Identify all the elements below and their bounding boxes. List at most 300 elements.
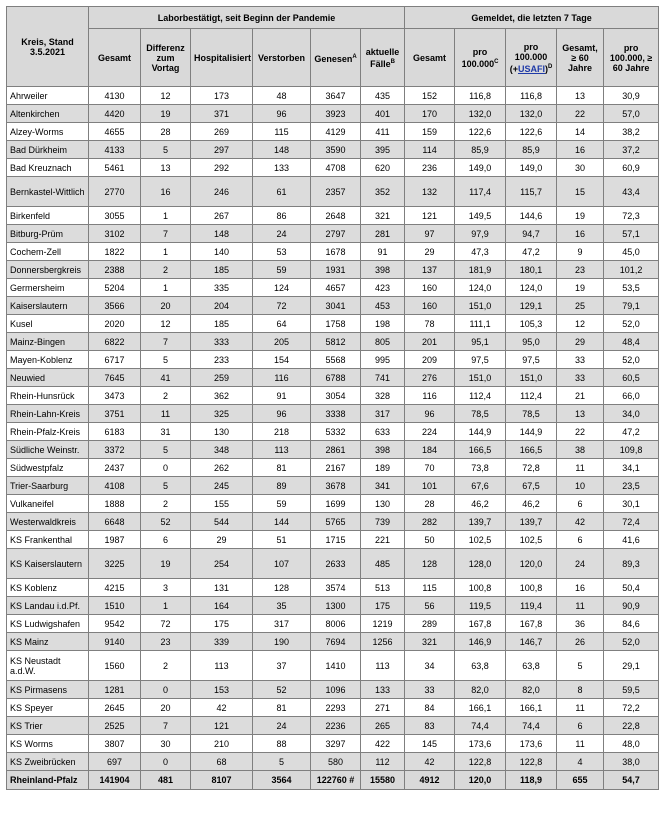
cell-pro100k: 167,8: [455, 615, 506, 633]
cell-differenz: 2: [141, 651, 191, 681]
cell-pro100k: 116,8: [455, 87, 506, 105]
table-row: [7, 333, 659, 351]
cell-genesen: 8006: [311, 615, 361, 633]
cell-ge60-pro100k: 72,2: [604, 699, 659, 717]
cell-verstorben: 52: [253, 681, 311, 699]
cell-pro100k-usafi: 95,0: [506, 333, 557, 351]
cell-gesamt: 3372: [89, 441, 141, 459]
cell-kreis: KS Worms: [7, 735, 89, 753]
cell-7d-gesamt: 84: [405, 699, 455, 717]
covid-table-container: [6, 6, 658, 790]
cell-7d-gesamt: 128: [405, 549, 455, 579]
col-aktuelle-faelle: [361, 29, 405, 87]
cell-ge60-pro100k: 47,2: [604, 423, 659, 441]
cell-hospitalisiert: 173: [191, 87, 253, 105]
cell-pro100k-usafi: 124,0: [506, 279, 557, 297]
cell-ge60: 19: [557, 207, 604, 225]
cell-ge60-pro100k: 22,8: [604, 717, 659, 735]
cell-kreis: Südwestpfalz: [7, 459, 89, 477]
cell-differenz: 7: [141, 717, 191, 735]
cell-genesen: 3041: [311, 297, 361, 315]
cell-verstorben: 205: [253, 333, 311, 351]
cell-hospitalisiert: 246: [191, 177, 253, 207]
cell-genesen: 5812: [311, 333, 361, 351]
cell-kreis: Donnersbergkreis: [7, 261, 89, 279]
cell-pro100k-usafi: 116,8: [506, 87, 557, 105]
col-pro100k-label: pro 100.000: [461, 46, 495, 69]
cell-pro100k-usafi: 146,7: [506, 633, 557, 651]
cell-7d-gesamt: 97: [405, 225, 455, 243]
cell-7d-gesamt: 116: [405, 387, 455, 405]
cell-ge60-pro100k: 23,5: [604, 477, 659, 495]
cell-differenz: 52: [141, 513, 191, 531]
cell-differenz: 12: [141, 315, 191, 333]
table-row: [7, 225, 659, 243]
cell-pro100k-usafi: 47,2: [506, 243, 557, 261]
cell-pro100k: 151,0: [455, 369, 506, 387]
cell-hospitalisiert: 164: [191, 597, 253, 615]
cell-genesen: 2861: [311, 441, 361, 459]
cell-pro100k-usafi: 129,1: [506, 297, 557, 315]
cell-genesen: 2236: [311, 717, 361, 735]
usafi-link[interactable]: USAFI: [518, 63, 545, 74]
cell-gesamt: 6717: [89, 351, 141, 369]
cell-kreis: KS Ludwigshafen: [7, 615, 89, 633]
cell-ge60-pro100k: 84,6: [604, 615, 659, 633]
cell-kreis: Bernkastel-Wittlich: [7, 177, 89, 207]
cell-7d-gesamt: 276: [405, 369, 455, 387]
cell-pro100k-usafi: 72,8: [506, 459, 557, 477]
cell-hospitalisiert: 267: [191, 207, 253, 225]
cell-ge60-pro100k: 30,1: [604, 495, 659, 513]
cell-7d-gesamt: 236: [405, 159, 455, 177]
cell-ge60: 8: [557, 681, 604, 699]
cell-hospitalisiert: 153: [191, 681, 253, 699]
cell-ge60-pro100k: 90,9: [604, 597, 659, 615]
cell-kreis: KS Frankenthal: [7, 531, 89, 549]
cell-aktuelle-faelle: 1219: [361, 615, 405, 633]
cell-genesen: 5332: [311, 423, 361, 441]
cell-hospitalisiert: 148: [191, 225, 253, 243]
cell-gesamt: 4130: [89, 87, 141, 105]
cell-kreis: KS Speyer: [7, 699, 89, 717]
cell-hospitalisiert: 204: [191, 297, 253, 315]
cell-hospitalisiert: 140: [191, 243, 253, 261]
cell-gesamt: 4108: [89, 477, 141, 495]
cell-ge60-pro100k: 52,0: [604, 351, 659, 369]
cell-7d-gesamt: 152: [405, 87, 455, 105]
cell-pro100k-usafi: 67,5: [506, 477, 557, 495]
cell-differenz: 28: [141, 123, 191, 141]
cell-ge60: 29: [557, 333, 604, 351]
cell-hospitalisiert: 185: [191, 261, 253, 279]
cell-aktuelle-faelle: 513: [361, 579, 405, 597]
cell-gesamt: 1510: [89, 597, 141, 615]
cell-genesen: 3923: [311, 105, 361, 123]
table-row: [7, 549, 659, 579]
cell-verstorben: 115: [253, 123, 311, 141]
cell-aktuelle-faelle: 198: [361, 315, 405, 333]
cell-gesamt: 4133: [89, 141, 141, 159]
cell-aktuelle-faelle: 401: [361, 105, 405, 123]
cell-kreis: KS Koblenz: [7, 579, 89, 597]
cell-differenz: 5: [141, 441, 191, 459]
total-cell-kreis: Rheinland-Pfalz: [7, 771, 89, 790]
cell-aktuelle-faelle: 328: [361, 387, 405, 405]
cell-kreis: Germersheim: [7, 279, 89, 297]
table-row: [7, 207, 659, 225]
cell-differenz: 1: [141, 243, 191, 261]
cell-aktuelle-faelle: 175: [361, 597, 405, 615]
cell-differenz: 20: [141, 297, 191, 315]
cell-7d-gesamt: 114: [405, 141, 455, 159]
cell-verstorben: 124: [253, 279, 311, 297]
cell-ge60-pro100k: 57,0: [604, 105, 659, 123]
cell-gesamt: 3473: [89, 387, 141, 405]
cell-genesen: 3647: [311, 87, 361, 105]
cell-aktuelle-faelle: 113: [361, 651, 405, 681]
cell-gesamt: 4655: [89, 123, 141, 141]
cell-kreis: Vulkaneifel: [7, 495, 89, 513]
cell-ge60: 24: [557, 549, 604, 579]
cell-pro100k-usafi: 85,9: [506, 141, 557, 159]
cell-hospitalisiert: 29: [191, 531, 253, 549]
cell-7d-gesamt: 70: [405, 459, 455, 477]
cell-pro100k-usafi: 173,6: [506, 735, 557, 753]
cell-aktuelle-faelle: 398: [361, 261, 405, 279]
cell-kreis: Kusel: [7, 315, 89, 333]
col-genesen-label: Genesen: [314, 53, 353, 64]
table-row: [7, 459, 659, 477]
cell-pro100k: 149,0: [455, 159, 506, 177]
cell-genesen: 1758: [311, 315, 361, 333]
cell-hospitalisiert: 297: [191, 141, 253, 159]
cell-genesen: 2357: [311, 177, 361, 207]
cell-ge60-pro100k: 34,0: [604, 405, 659, 423]
cell-verstorben: 59: [253, 261, 311, 279]
cell-pro100k: 149,5: [455, 207, 506, 225]
cell-verstorben: 59: [253, 495, 311, 513]
cell-kreis: Bad Kreuznach: [7, 159, 89, 177]
cell-hospitalisiert: 254: [191, 549, 253, 579]
table-row: [7, 105, 659, 123]
cell-ge60-pro100k: 72,3: [604, 207, 659, 225]
table-row: [7, 351, 659, 369]
cell-pro100k: 73,8: [455, 459, 506, 477]
col-aktuell-label: aktuelle Fälle: [365, 46, 400, 69]
total-cell-gesamt: 141904: [89, 771, 141, 790]
cell-kreis: Alzey-Worms: [7, 123, 89, 141]
cell-verstorben: 218: [253, 423, 311, 441]
cell-gesamt: 6183: [89, 423, 141, 441]
cell-ge60: 12: [557, 315, 604, 333]
cell-hospitalisiert: 335: [191, 279, 253, 297]
cell-pro100k: 166,1: [455, 699, 506, 717]
cell-7d-gesamt: 170: [405, 105, 455, 123]
cell-ge60: 38: [557, 441, 604, 459]
cell-ge60: 23: [557, 261, 604, 279]
cell-kreis: KS Mainz: [7, 633, 89, 651]
total-cell-hospitalisiert: 8107: [191, 771, 253, 790]
cell-gesamt: 3225: [89, 549, 141, 579]
cell-7d-gesamt: 101: [405, 477, 455, 495]
cell-hospitalisiert: 262: [191, 459, 253, 477]
cell-gesamt: 9542: [89, 615, 141, 633]
cell-pro100k: 151,0: [455, 297, 506, 315]
cell-pro100k-usafi: 119,4: [506, 597, 557, 615]
cell-hospitalisiert: 68: [191, 753, 253, 771]
cell-aktuelle-faelle: 633: [361, 423, 405, 441]
cell-aktuelle-faelle: 341: [361, 477, 405, 495]
cell-ge60: 19: [557, 279, 604, 297]
cell-ge60-pro100k: 48,4: [604, 333, 659, 351]
cell-gesamt: 3055: [89, 207, 141, 225]
cell-gesamt: 3751: [89, 405, 141, 423]
cell-ge60-pro100k: 101,2: [604, 261, 659, 279]
cell-aktuelle-faelle: 271: [361, 699, 405, 717]
cell-gesamt: 9140: [89, 633, 141, 651]
cell-gesamt: 3566: [89, 297, 141, 315]
cell-differenz: 5: [141, 351, 191, 369]
cell-pro100k-usafi: 149,0: [506, 159, 557, 177]
cell-gesamt: 7645: [89, 369, 141, 387]
cell-pro100k-usafi: 63,8: [506, 651, 557, 681]
table-row: [7, 513, 659, 531]
table-header: [7, 7, 659, 87]
cell-genesen: 2797: [311, 225, 361, 243]
cell-pro100k-usafi: 105,3: [506, 315, 557, 333]
cell-genesen: 3590: [311, 141, 361, 159]
cell-hospitalisiert: 245: [191, 477, 253, 495]
cell-gesamt: 2020: [89, 315, 141, 333]
cell-aktuelle-faelle: 435: [361, 87, 405, 105]
cell-differenz: 13: [141, 159, 191, 177]
cell-verstorben: 24: [253, 225, 311, 243]
cell-verstorben: 128: [253, 579, 311, 597]
cell-pro100k-usafi: 115,7: [506, 177, 557, 207]
cell-ge60: 6: [557, 495, 604, 513]
cell-ge60-pro100k: 109,8: [604, 441, 659, 459]
cell-verstorben: 113: [253, 441, 311, 459]
table-row: [7, 141, 659, 159]
cell-pro100k: 146,9: [455, 633, 506, 651]
cell-ge60: 11: [557, 735, 604, 753]
cell-ge60: 11: [557, 699, 604, 717]
cell-hospitalisiert: 130: [191, 423, 253, 441]
table-row: [7, 579, 659, 597]
cell-hospitalisiert: 339: [191, 633, 253, 651]
table-row: [7, 177, 659, 207]
cell-kreis: Rhein-Hunsrück: [7, 387, 89, 405]
total-cell-7d-gesamt: 4912: [405, 771, 455, 790]
cell-kreis: Birkenfeld: [7, 207, 89, 225]
cell-hospitalisiert: 292: [191, 159, 253, 177]
cell-pro100k: 119,5: [455, 597, 506, 615]
cell-differenz: 19: [141, 549, 191, 579]
cell-7d-gesamt: 50: [405, 531, 455, 549]
cell-ge60-pro100k: 57,1: [604, 225, 659, 243]
cell-aktuelle-faelle: 321: [361, 207, 405, 225]
cell-ge60-pro100k: 72,4: [604, 513, 659, 531]
cell-differenz: 3: [141, 579, 191, 597]
cell-verstorben: 37: [253, 651, 311, 681]
cell-aktuelle-faelle: 352: [361, 177, 405, 207]
cell-ge60: 36: [557, 615, 604, 633]
cell-7d-gesamt: 137: [405, 261, 455, 279]
cell-kreis: Rhein-Lahn-Kreis: [7, 405, 89, 423]
cell-pro100k: 139,7: [455, 513, 506, 531]
cell-genesen: 3338: [311, 405, 361, 423]
cell-kreis: Rhein-Pfalz-Kreis: [7, 423, 89, 441]
cell-7d-gesamt: 159: [405, 123, 455, 141]
cell-ge60-pro100k: 52,0: [604, 633, 659, 651]
table-row: [7, 681, 659, 699]
cell-differenz: 7: [141, 333, 191, 351]
total-cell-differenz: 481: [141, 771, 191, 790]
cell-ge60-pro100k: 66,0: [604, 387, 659, 405]
cell-pro100k-usafi: 166,1: [506, 699, 557, 717]
cell-ge60: 15: [557, 177, 604, 207]
total-cell-verstorben: 3564: [253, 771, 311, 790]
cell-pro100k-usafi: 46,2: [506, 495, 557, 513]
cell-pro100k-usafi: 82,0: [506, 681, 557, 699]
cell-ge60-pro100k: 34,1: [604, 459, 659, 477]
cell-differenz: 20: [141, 699, 191, 717]
cell-pro100k-usafi: 151,0: [506, 369, 557, 387]
cell-verstorben: 133: [253, 159, 311, 177]
cell-differenz: 30: [141, 735, 191, 753]
cell-genesen: 2633: [311, 549, 361, 579]
cell-pro100k: 85,9: [455, 141, 506, 159]
cell-gesamt: 2770: [89, 177, 141, 207]
cell-verstorben: 96: [253, 105, 311, 123]
cell-verstorben: 86: [253, 207, 311, 225]
cell-differenz: 16: [141, 177, 191, 207]
cell-verstorben: 154: [253, 351, 311, 369]
cell-hospitalisiert: 362: [191, 387, 253, 405]
cell-differenz: 31: [141, 423, 191, 441]
col-pro100k: [455, 29, 506, 87]
cell-aktuelle-faelle: 423: [361, 279, 405, 297]
cell-verstorben: 72: [253, 297, 311, 315]
cell-pro100k: 128,0: [455, 549, 506, 579]
cell-hospitalisiert: 155: [191, 495, 253, 513]
cell-aktuelle-faelle: 422: [361, 735, 405, 753]
cell-7d-gesamt: 160: [405, 297, 455, 315]
cell-pro100k: 181,9: [455, 261, 506, 279]
cell-ge60: 26: [557, 633, 604, 651]
cell-kreis: Kaiserslautern: [7, 297, 89, 315]
cell-pro100k: 82,0: [455, 681, 506, 699]
table-row: [7, 261, 659, 279]
cell-differenz: 2: [141, 261, 191, 279]
cell-7d-gesamt: 201: [405, 333, 455, 351]
cell-pro100k: 173,6: [455, 735, 506, 753]
cell-kreis: Mayen-Koblenz: [7, 351, 89, 369]
cell-differenz: 0: [141, 459, 191, 477]
cell-kreis: Altenkirchen: [7, 105, 89, 123]
cell-differenz: 11: [141, 405, 191, 423]
total-cell-pro100k: 120,0: [455, 771, 506, 790]
cell-pro100k: 166,5: [455, 441, 506, 459]
covid-case-table: [6, 6, 659, 790]
cell-pro100k: 47,3: [455, 243, 506, 261]
cell-pro100k-usafi: 122,8: [506, 753, 557, 771]
cell-hospitalisiert: 185: [191, 315, 253, 333]
cell-ge60-pro100k: 52,0: [604, 315, 659, 333]
cell-differenz: 2: [141, 387, 191, 405]
cell-7d-gesamt: 289: [405, 615, 455, 633]
cell-pro100k: 132,0: [455, 105, 506, 123]
cell-kreis: Mainz-Bingen: [7, 333, 89, 351]
cell-differenz: 5: [141, 477, 191, 495]
cell-7d-gesamt: 29: [405, 243, 455, 261]
cell-genesen: 580: [311, 753, 361, 771]
cell-ge60: 14: [557, 123, 604, 141]
cell-pro100k: 97,9: [455, 225, 506, 243]
cell-pro100k: 100,8: [455, 579, 506, 597]
cell-aktuelle-faelle: 995: [361, 351, 405, 369]
col-genesen-footnote: A: [352, 53, 357, 60]
cell-genesen: 4129: [311, 123, 361, 141]
cell-gesamt: 5204: [89, 279, 141, 297]
cell-gesamt: 2645: [89, 699, 141, 717]
cell-pro100k: 95,1: [455, 333, 506, 351]
cell-7d-gesamt: 78: [405, 315, 455, 333]
cell-verstorben: 89: [253, 477, 311, 495]
cell-7d-gesamt: 224: [405, 423, 455, 441]
cell-hospitalisiert: 259: [191, 369, 253, 387]
cell-pro100k-usafi: 180,1: [506, 261, 557, 279]
cell-pro100k: 97,5: [455, 351, 506, 369]
cell-aktuelle-faelle: 91: [361, 243, 405, 261]
table-row: [7, 243, 659, 261]
table-body: [7, 87, 659, 790]
cell-ge60: 5: [557, 651, 604, 681]
cell-ge60-pro100k: 45,0: [604, 243, 659, 261]
group-header-lab: Laborbestätigt, seit Beginn der Pandemie: [89, 7, 405, 29]
cell-genesen: 4708: [311, 159, 361, 177]
table-row: [7, 369, 659, 387]
total-cell-ge60-pro100k: 54,7: [604, 771, 659, 790]
cell-kreis: KS Neustadt a.d.W.: [7, 651, 89, 681]
cell-genesen: 2293: [311, 699, 361, 717]
cell-verstorben: 144: [253, 513, 311, 531]
cell-verstorben: 64: [253, 315, 311, 333]
table-row: [7, 405, 659, 423]
cell-pro100k-usafi: 144,9: [506, 423, 557, 441]
cell-ge60: 13: [557, 87, 604, 105]
cell-pro100k-usafi: 120,0: [506, 549, 557, 579]
cell-hospitalisiert: 210: [191, 735, 253, 753]
cell-ge60: 22: [557, 105, 604, 123]
cell-hospitalisiert: 348: [191, 441, 253, 459]
table-row: [7, 297, 659, 315]
cell-kreis: Bad Dürkheim: [7, 141, 89, 159]
cell-ge60-pro100k: 60,9: [604, 159, 659, 177]
cell-aktuelle-faelle: 221: [361, 531, 405, 549]
cell-hospitalisiert: 371: [191, 105, 253, 123]
cell-pro100k: 112,4: [455, 387, 506, 405]
cell-gesamt: 5461: [89, 159, 141, 177]
col-usafi-footnote: D: [548, 63, 553, 70]
cell-differenz: 7: [141, 225, 191, 243]
cell-ge60-pro100k: 38,0: [604, 753, 659, 771]
cell-genesen: 3297: [311, 735, 361, 753]
cell-pro100k-usafi: 144,6: [506, 207, 557, 225]
cell-7d-gesamt: 160: [405, 279, 455, 297]
cell-ge60-pro100k: 29,1: [604, 651, 659, 681]
